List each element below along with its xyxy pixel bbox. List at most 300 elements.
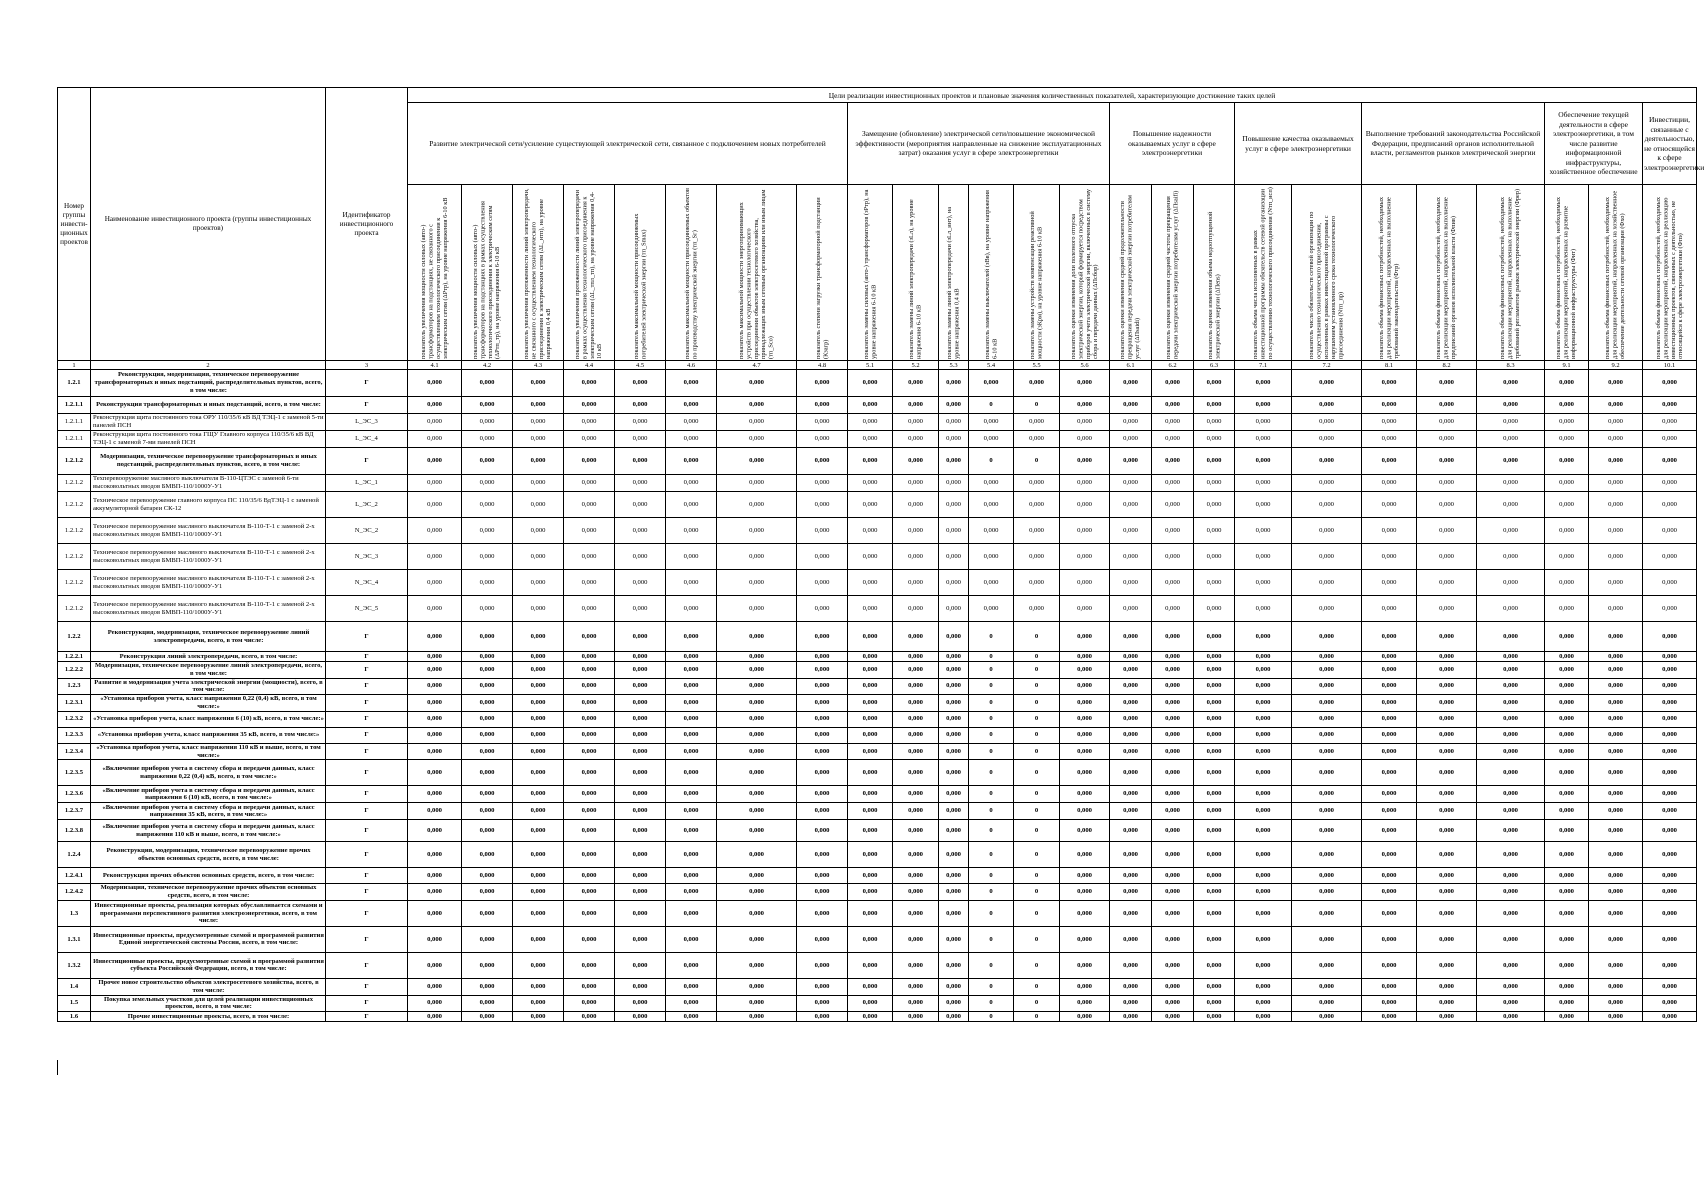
row-value: 0 [1014, 678, 1060, 695]
row-value: 0,000 [848, 448, 893, 475]
row-project-id: Г [326, 743, 408, 760]
header-project-name: Наименование инвестиционного проекта (группы инвестиционных проектов) [91, 88, 326, 361]
row-value: 0,000 [1110, 662, 1152, 679]
row-project-name: «Установка приборов учета, класс напряжения 35 кВ, всего, в том числе:» [91, 727, 326, 743]
row-value: 0 [1014, 995, 1060, 1012]
row-value: 0,000 [462, 622, 513, 652]
row-value: 0,000 [717, 868, 797, 884]
row-value: 0,000 [1060, 492, 1110, 518]
row-value: 0,000 [1194, 711, 1235, 727]
row-value: 0,000 [1235, 544, 1292, 570]
row-value: 0,000 [797, 820, 848, 842]
row-value: 0,000 [1417, 803, 1477, 820]
header-indicator-text: показатель замены линий электропередачи (зLл_инт), на уровне напряжения 0,4 кВ [946, 206, 961, 359]
row-value: 0,000 [615, 727, 666, 743]
row-value: 0 [1014, 926, 1060, 952]
row-value: 0,000 [408, 952, 462, 978]
row-project-name: «Включение приборов учета в систему сбора и передачи данных, класс напряжения 6 (10) кВ, всего, в том числе:» [91, 786, 326, 803]
column-number: 8.3 [1477, 361, 1545, 370]
table-row [58, 622, 1697, 652]
row-value: 0,000 [1235, 952, 1292, 978]
row-value: 0,000 [1060, 448, 1110, 475]
row-value: 0,000 [1362, 518, 1417, 544]
row-value: 0,000 [513, 652, 564, 662]
table-row [58, 727, 1697, 743]
row-value: 0,000 [513, 842, 564, 868]
row-value: 0,000 [666, 518, 717, 544]
row-value: 0,000 [1110, 727, 1152, 743]
row-value: 0,000 [513, 492, 564, 518]
row-value: 0,000 [893, 900, 939, 926]
row-value: 0,000 [462, 596, 513, 622]
row-value: 0,000 [462, 786, 513, 803]
row-value: 0,000 [1014, 570, 1060, 596]
column-number: 4.7 [717, 361, 797, 370]
header-indicator [1545, 185, 1589, 361]
row-value: 0 [1014, 662, 1060, 679]
row-value: 0,000 [462, 1012, 513, 1022]
row-value: 0,000 [462, 760, 513, 786]
row-value: 0 [969, 678, 1014, 695]
row-value: 0,000 [1643, 978, 1697, 995]
row-value: 0,000 [1292, 492, 1362, 518]
row-value: 0,000 [1643, 492, 1697, 518]
header-indicator-text: показатель оценки изменения средней продолжительности прекращения передачи электрической энергии потребителям услуг (ΔПsaidi) [1119, 194, 1142, 359]
row-value: 0,000 [1545, 786, 1589, 803]
row-project-name: «Включение приборов учета в систему сбора и передачи данных, класс напряжения 0,22 (0,4) кВ, всего, в том числе:» [91, 760, 326, 786]
row-value: 0,000 [1110, 448, 1152, 475]
row-value: 0,000 [1152, 570, 1194, 596]
row-value: 0,000 [615, 868, 666, 884]
row-value: 0,000 [564, 952, 615, 978]
row-value: 0,000 [564, 803, 615, 820]
row-value: 0,000 [1362, 678, 1417, 695]
row-value: 0,000 [1362, 926, 1417, 952]
row-value: 0 [969, 652, 1014, 662]
row-value: 0,000 [1060, 803, 1110, 820]
row-value: 0,000 [1589, 900, 1643, 926]
row-value: 0,000 [615, 900, 666, 926]
row-number: 1.2.3.7 [58, 803, 91, 820]
table-row [58, 414, 1697, 431]
row-value: 0,000 [615, 711, 666, 727]
row-value: 0,000 [797, 1012, 848, 1022]
row-project-id: Г [326, 820, 408, 842]
row-value: 0,000 [1235, 1012, 1292, 1022]
header-goal-group: Обеспечение текущей деятельности в сфере электроэнергетики, в том числе развитие информационной инфраструктуры, хозяйственное обеспечение [1545, 103, 1643, 185]
row-value: 0,000 [1060, 475, 1110, 492]
header-indicator [1292, 185, 1362, 361]
row-value: 0,000 [1545, 397, 1589, 414]
row-value: 0,000 [1110, 414, 1152, 431]
row-value: 0,000 [893, 448, 939, 475]
column-number: 5.5 [1014, 361, 1060, 370]
row-value: 0,000 [893, 743, 939, 760]
row-value: 0,000 [1194, 570, 1235, 596]
row-value: 0,000 [893, 884, 939, 901]
row-value: 0 [969, 842, 1014, 868]
row-value: 0,000 [1152, 900, 1194, 926]
row-value: 0,000 [939, 678, 969, 695]
row-project-id: Г [326, 926, 408, 952]
row-value: 0,000 [1194, 596, 1235, 622]
row-project-id: Г [326, 662, 408, 679]
row-value: 0,000 [797, 596, 848, 622]
row-number: 1.2.4 [58, 842, 91, 868]
row-number: 1.2.3.3 [58, 727, 91, 743]
row-value: 0,000 [408, 492, 462, 518]
row-value: 0,000 [1110, 678, 1152, 695]
row-value: 0,000 [1417, 786, 1477, 803]
row-value: 0,000 [615, 475, 666, 492]
row-value: 0,000 [1235, 995, 1292, 1012]
header-indicator-text: показатель оценки изменения доли полезного отпуска электрической энергии, который формируется посредством приборов учета электрической энергии, включенных в систему сбора и передачи данных (ΔПсбор) [1069, 188, 1099, 359]
row-project-id: Г [326, 678, 408, 695]
row-value: 0,000 [1110, 695, 1152, 712]
row-project-name: Реконструкция, модернизация, техническое перевооружение линий электропередачи, всего, в том числе: [91, 622, 326, 652]
row-value: 0,000 [717, 786, 797, 803]
row-value: 0,000 [666, 370, 717, 397]
row-value: 0,000 [462, 842, 513, 868]
row-value: 0,000 [1417, 414, 1477, 431]
row-value: 0,000 [1110, 900, 1152, 926]
row-project-name: «Установка приборов учета, класс напряжения 6 (10) кВ, всего, в том числе:» [91, 711, 326, 727]
row-value: 0,000 [1152, 431, 1194, 448]
row-value: 0,000 [1362, 397, 1417, 414]
row-value: 0,000 [848, 570, 893, 596]
row-value: 0,000 [1152, 884, 1194, 901]
row-value: 0,000 [1643, 760, 1697, 786]
row-value: 0,000 [1194, 995, 1235, 1012]
row-value: 0,000 [717, 1012, 797, 1022]
header-indicator-text: показатель замены линий электропередачи (зLл), на уровне напряжения 6-10 кВ [908, 198, 923, 359]
row-value: 0,000 [1110, 978, 1152, 995]
row-value: 0,000 [893, 786, 939, 803]
row-value: 0,000 [615, 518, 666, 544]
row-value: 0,000 [462, 900, 513, 926]
row-value: 0,000 [1477, 803, 1545, 820]
row-project-id: Г [326, 786, 408, 803]
header-indicator [1477, 185, 1545, 361]
row-value: 0,000 [893, 414, 939, 431]
row-value: 0,000 [797, 544, 848, 570]
row-value: 0,000 [1417, 952, 1477, 978]
row-value: 0,000 [939, 786, 969, 803]
column-number: 4.4 [564, 361, 615, 370]
row-value: 0,000 [1152, 370, 1194, 397]
row-value: 0,000 [615, 884, 666, 901]
row-value: 0,000 [1589, 926, 1643, 952]
row-value: 0,000 [1194, 900, 1235, 926]
row-value: 0,000 [1589, 952, 1643, 978]
row-value: 0,000 [1235, 622, 1292, 652]
row-value: 0,000 [408, 678, 462, 695]
row-value: 0 [969, 820, 1014, 842]
row-value: 0,000 [513, 868, 564, 884]
row-value: 0,000 [717, 678, 797, 695]
row-value: 0,000 [1362, 900, 1417, 926]
row-value: 0,000 [1060, 711, 1110, 727]
row-value: 0,000 [1417, 868, 1477, 884]
row-value: 0,000 [1152, 518, 1194, 544]
row-value: 0,000 [513, 978, 564, 995]
row-value: 0,000 [1545, 727, 1589, 743]
row-value: 0,000 [1110, 544, 1152, 570]
row-value: 0,000 [1362, 431, 1417, 448]
column-number: 6.3 [1194, 361, 1235, 370]
row-value: 0,000 [615, 760, 666, 786]
header-group-number: Номер группы инвести-ционных проектов [58, 88, 91, 361]
row-value: 0,000 [1060, 662, 1110, 679]
row-value: 0,000 [462, 711, 513, 727]
row-value: 0,000 [848, 995, 893, 1012]
row-value: 0,000 [1060, 596, 1110, 622]
row-value: 0,000 [848, 431, 893, 448]
header-indicator-text: показатель объема финансовых потребностей, необходимых для реализации мероприятий, направленных на реализацию инвестиционных проектов, связанных с деятельностью, не относящейся к сфере электроэнергетики (Фпэ) [1654, 196, 1684, 359]
row-value: 0,000 [939, 868, 969, 884]
row-value: 0,000 [564, 884, 615, 901]
row-value: 0,000 [1417, 596, 1477, 622]
row-value: 0,000 [893, 678, 939, 695]
row-value: 0,000 [1545, 978, 1589, 995]
row-value: 0,000 [1060, 414, 1110, 431]
row-value: 0,000 [1235, 492, 1292, 518]
row-value: 0,000 [564, 786, 615, 803]
row-value: 0,000 [462, 544, 513, 570]
row-project-id: Г [326, 448, 408, 475]
row-value: 0,000 [666, 695, 717, 712]
row-value: 0,000 [1060, 678, 1110, 695]
row-value: 0,000 [1235, 868, 1292, 884]
row-value: 0,000 [717, 842, 797, 868]
header-indicator-text: показатель замены силовых (авто-) трансформаторов (зРтр), на уровне напряжения 6-10 кВ [862, 189, 877, 359]
row-value: 0,000 [1643, 711, 1697, 727]
row-number: 1.2.1.2 [58, 596, 91, 622]
row-number: 1.2.4.2 [58, 884, 91, 901]
row-project-name: Реконструкция прочих объектов основных средств, всего, в том числе: [91, 868, 326, 884]
row-number: 1.2.1.1 [58, 397, 91, 414]
row-value: 0,000 [615, 1012, 666, 1022]
row-value: 0,000 [1292, 743, 1362, 760]
row-value: 0,000 [1152, 596, 1194, 622]
row-value: 0,000 [939, 662, 969, 679]
row-value: 0,000 [848, 884, 893, 901]
header-project-id: Идентификатор инвестиционного проекта [326, 88, 408, 361]
row-value: 0 [1014, 622, 1060, 652]
row-value: 0,000 [666, 743, 717, 760]
row-value: 0,000 [1362, 448, 1417, 475]
row-value: 0,000 [513, 370, 564, 397]
row-value: 0,000 [1477, 786, 1545, 803]
row-value: 0,000 [513, 662, 564, 679]
row-value: 0 [969, 868, 1014, 884]
row-value: 0,000 [1477, 926, 1545, 952]
header-indicator [666, 185, 717, 361]
row-project-id: L_ЭС_2 [326, 492, 408, 518]
row-project-id: N_ЭС_3 [326, 544, 408, 570]
row-value: 0,000 [1643, 900, 1697, 926]
header-indicator-text: показатель максимальной мощности энергопринимающих устройств при осуществлении технологического присоединения объектов электросетевого хозяйства, принадлежащих иным сетевым организациям или иным лицам (тп_Sсо) [737, 189, 775, 359]
row-value: 0,000 [1643, 695, 1697, 712]
row-value: 0,000 [1362, 978, 1417, 995]
row-value: 0,000 [615, 926, 666, 952]
row-value: 0,000 [1110, 884, 1152, 901]
row-value: 0,000 [1589, 842, 1643, 868]
row-value: 0,000 [1589, 475, 1643, 492]
row-value: 0,000 [564, 995, 615, 1012]
row-value: 0,000 [615, 448, 666, 475]
header-indicator-text: показатель увеличения протяженности линий электропередачи, не связанного с осуществлением технологического присоединения к электрическим сетям (ΔL_нтп), на уровне напряжения 0,4 кВ [523, 187, 553, 359]
row-value: 0,000 [848, 952, 893, 978]
row-value: 0,000 [893, 868, 939, 884]
row-value: 0,000 [1194, 397, 1235, 414]
column-number: 6.1 [1110, 361, 1152, 370]
row-value: 0,000 [513, 414, 564, 431]
row-value: 0,000 [1194, 1012, 1235, 1022]
row-value: 0,000 [1545, 952, 1589, 978]
row-value: 0,000 [1292, 820, 1362, 842]
row-value: 0,000 [1152, 448, 1194, 475]
row-value: 0,000 [717, 518, 797, 544]
row-value: 0,000 [1589, 695, 1643, 712]
row-value: 0 [1014, 448, 1060, 475]
row-value: 0,000 [408, 727, 462, 743]
row-value: 0,000 [1152, 868, 1194, 884]
row-value: 0 [1014, 868, 1060, 884]
table-row [58, 868, 1697, 884]
row-value: 0,000 [717, 570, 797, 596]
row-project-name: Техническое перевооружение главного корпуса ПС 110/35/6 ВдТЭЦ-1 с заменой аккумуляторной батареи СК-12 [91, 492, 326, 518]
row-value: 0,000 [717, 475, 797, 492]
row-value: 0,000 [1362, 695, 1417, 712]
row-number: 1.2.3.5 [58, 760, 91, 786]
row-value: 0,000 [1589, 868, 1643, 884]
row-project-name: Реконструкция щита постоянного тока ГЩУ Главного корпуса 110/35/6 кВ ВД ТЭЦ-1 с заменой 7-ми панелей ПСН [91, 431, 326, 448]
row-value: 0,000 [564, 926, 615, 952]
row-value: 0,000 [1110, 570, 1152, 596]
row-value: 0,000 [513, 884, 564, 901]
row-value: 0,000 [1110, 743, 1152, 760]
row-project-id: Г [326, 884, 408, 901]
row-number: 1.2.1.2 [58, 492, 91, 518]
row-value: 0,000 [666, 995, 717, 1012]
row-value: 0,000 [513, 544, 564, 570]
row-value: 0,000 [666, 711, 717, 727]
row-value: 0,000 [1589, 492, 1643, 518]
row-value: 0,000 [1060, 652, 1110, 662]
table-row [58, 803, 1697, 820]
row-value: 0 [969, 662, 1014, 679]
row-value: 0,000 [797, 652, 848, 662]
row-value: 0,000 [1152, 695, 1194, 712]
row-value: 0,000 [1545, 995, 1589, 1012]
row-value: 0,000 [408, 370, 462, 397]
row-number: 1.4 [58, 978, 91, 995]
row-value: 0,000 [1152, 475, 1194, 492]
row-value: 0,000 [513, 711, 564, 727]
column-number: 9.1 [1545, 361, 1589, 370]
row-value: 0,000 [939, 743, 969, 760]
row-value: 0,000 [848, 803, 893, 820]
row-value: 0,000 [462, 678, 513, 695]
row-value: 0,000 [1589, 397, 1643, 414]
row-value: 0,000 [848, 596, 893, 622]
row-project-id: L_ЭС_1 [326, 475, 408, 492]
row-value: 0,000 [1014, 475, 1060, 492]
row-value: 0,000 [666, 884, 717, 901]
row-value: 0,000 [564, 397, 615, 414]
row-project-name: Инвестиционные проекты, реализация которых обуславливается схемами и программами перспективного развития электроэнергетики, всего, в том числе: [91, 900, 326, 926]
header-indicator [513, 185, 564, 361]
table-row [58, 842, 1697, 868]
row-value: 0,000 [666, 978, 717, 995]
row-value: 0,000 [1014, 544, 1060, 570]
row-value: 0,000 [939, 414, 969, 431]
row-value: 0,000 [1110, 475, 1152, 492]
row-value: 0,000 [513, 995, 564, 1012]
row-value: 0,000 [717, 711, 797, 727]
header-indicator-text: показатель оценки изменения средней частоты прекращения передачи электрической энергии потребителям услуг (ΔПsaifi) [1165, 190, 1180, 359]
table-row [58, 900, 1697, 926]
row-value: 0,000 [797, 518, 848, 544]
row-value: 0,000 [1292, 544, 1362, 570]
row-value: 0,000 [797, 711, 848, 727]
row-value: 0,000 [717, 727, 797, 743]
row-value: 0,000 [666, 868, 717, 884]
row-value: 0,000 [666, 622, 717, 652]
row-value: 0,000 [1643, 926, 1697, 952]
row-value: 0,000 [408, 518, 462, 544]
row-value: 0,000 [1152, 952, 1194, 978]
row-value: 0,000 [1545, 370, 1589, 397]
row-value: 0,000 [1152, 397, 1194, 414]
header-indicator-text: показатель объема финансовых потребностей, необходимых для реализации мероприятий, направленных на развитие информационной инфраструктуры (Фит) [1555, 196, 1578, 359]
row-value: 0,000 [1292, 868, 1362, 884]
row-value: 0,000 [1545, 743, 1589, 760]
row-value: 0,000 [408, 695, 462, 712]
row-value: 0,000 [893, 926, 939, 952]
row-value: 0,000 [1589, 596, 1643, 622]
row-value: 0,000 [939, 978, 969, 995]
row-value: 0,000 [408, 397, 462, 414]
table-body [58, 370, 1697, 1022]
row-value: 0,000 [615, 743, 666, 760]
row-value: 0,000 [1643, 570, 1697, 596]
row-value: 0,000 [1477, 652, 1545, 662]
header-goal-group: Развитие электрической сети/усиление существующей электрической сети, связанное с подключением новых потребителей [408, 103, 848, 185]
row-value: 0,000 [939, 652, 969, 662]
row-value: 0,000 [1060, 431, 1110, 448]
column-number: 4.5 [615, 361, 666, 370]
row-number: 1.2.1.1 [58, 414, 91, 431]
row-value: 0,000 [513, 695, 564, 712]
row-value: 0,000 [1362, 952, 1417, 978]
row-project-id: Г [326, 695, 408, 712]
row-value: 0,000 [1417, 370, 1477, 397]
row-value: 0,000 [1152, 544, 1194, 570]
table-row [58, 884, 1697, 901]
header-goal-group: Повышение качества оказываемых услуг в сфере электроэнергетики [1235, 103, 1362, 185]
row-value: 0,000 [939, 397, 969, 414]
row-value: 0,000 [1545, 544, 1589, 570]
row-value: 0,000 [666, 820, 717, 842]
row-value: 0,000 [797, 760, 848, 786]
header-indicator [1589, 185, 1643, 361]
row-value: 0,000 [1477, 431, 1545, 448]
header-indicator [1110, 185, 1152, 361]
row-value: 0,000 [1643, 518, 1697, 544]
row-value: 0,000 [666, 900, 717, 926]
